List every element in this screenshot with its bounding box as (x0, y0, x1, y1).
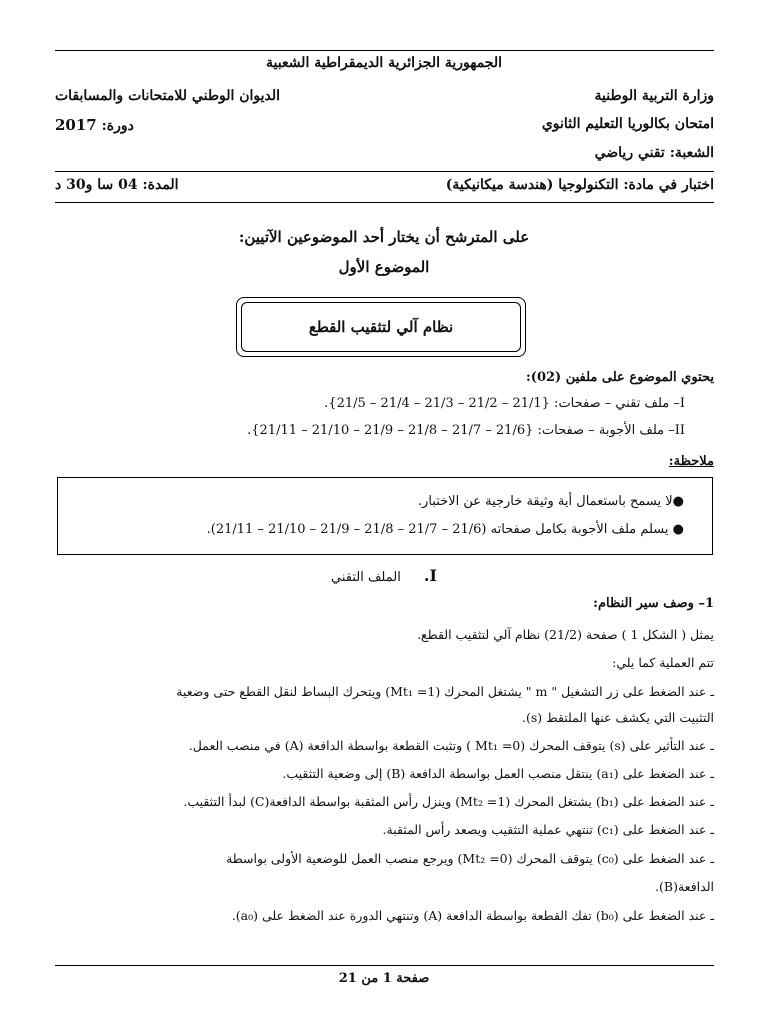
sub-heading: 1– وصف سير النظام: (593, 596, 714, 611)
step-1-line-1: ـ عند الضغط على زر التشغيل " m " يشتغل المحرك (Mt₁ =1) ويتحرك البساط لنقل القطع حتى وضعية (176, 684, 714, 699)
note-item-1: ●لا يسمح باستعمال أية وثيقة خارجية عن الاختبار. (417, 494, 684, 509)
duration-label: المدة: (142, 177, 179, 193)
duration (55, 177, 179, 193)
step-3: ـ عند الضغط على (a₁) ينتقل منصب العمل بواسطة الدافعة (B) إلى وضعية التثقيب. (282, 766, 714, 781)
header-rule-1 (55, 171, 714, 172)
section-number: I. (423, 566, 437, 585)
step-2: ـ عند التأثير على (s) يتوقف المحرك (Mt₁ =0 ) وتثبت القطعة بواسطة الدافعة (A) في منصب العمل. (188, 738, 714, 753)
contents-line-1: I– ملف تقني – صفحات: {21/1 – 21/2 – 21/3 – 21/4 – 21/5}. (324, 396, 685, 411)
title-frame (236, 297, 526, 357)
header-rule-2 (55, 202, 714, 203)
paragraph-1: يمثل ( الشكل 1 ) صفحة (21/2) نظام آلي لتثقيب القطع. (417, 627, 714, 642)
topic-title: نظام آلي لتثقيب القطع (241, 302, 521, 352)
step-5: ـ عند الضغط على (c₁) تنتهي عملية التثقيب ويصعد رأس المثقبة. (382, 822, 714, 837)
section-heading (0, 566, 768, 585)
top-rule (55, 50, 714, 51)
footer-rule (55, 965, 714, 966)
note-box (57, 477, 713, 555)
contents-line-2: II– ملف الأجوبة – صفحات: {21/6 – 21/7 – 21/8 – 21/9 – 21/10 – 21/11}. (247, 423, 685, 438)
choose-instruction: على المترشح أن يختار أحد الموضوعين الآتيين: (238, 228, 530, 246)
ministry-name: وزارة التربية الوطنية (594, 88, 714, 104)
step-6-line-2: الدافعة(B). (655, 879, 714, 894)
topic-label: الموضوع الأول (338, 258, 430, 276)
session-label: دورة: (101, 118, 134, 134)
exam-office: الديوان الوطني للامتحانات والمسابقات (55, 88, 281, 104)
paragraph-2: تتم العملية كما يلي: (612, 655, 714, 670)
contents-heading: يحتوي الموضوع على ملفين (02): (526, 370, 714, 385)
step-4: ـ عند الضغط على (b₁) يشتغل المحرك (Mt₂ =1) وينزل رأس المثقبة بواسطة الدافعة(C) لبدأ التثقيب. (183, 794, 714, 809)
step-1-line-2: التثبيت التي يكشف عنها الملتقط (s). (521, 710, 714, 725)
branch: الشعبة: تقني رياضي (594, 145, 714, 161)
republic-title: الجمهورية الجزائرية الديمقراطية الشعبية (265, 55, 502, 71)
session-year: 2017 (55, 116, 97, 134)
step-7: ـ عند الضغط على (b₀) تفك القطعة بواسطة الدافعة (A) وتنتهي الدورة عند الضغط على (a₀). (231, 908, 714, 923)
section-title: الملف التقني (331, 570, 401, 585)
exam-name: امتحان بكالوريا التعليم الثانوي (541, 116, 714, 132)
session (55, 116, 134, 134)
duration-value: 04 سا و30 د (55, 177, 138, 193)
step-6-line-1: ـ عند الضغط على (c₀) يتوقف المحرك (Mt₂ =0) ويرجع منصب العمل للوضعية الأولى بواسطة (226, 851, 714, 866)
page-number: صفحة 1 من 21 (338, 971, 430, 986)
subject: اختبار في مادة: التكنولوجيا (هندسة ميكانيكية) (445, 177, 714, 193)
note-label: ملاحظة: (668, 454, 714, 469)
note-item-2: ● يسلم ملف الأجوبة بكامل صفحاته (21/6 – 21/7 – 21/8 – 21/9 – 21/10 – 21/11). (206, 522, 684, 537)
